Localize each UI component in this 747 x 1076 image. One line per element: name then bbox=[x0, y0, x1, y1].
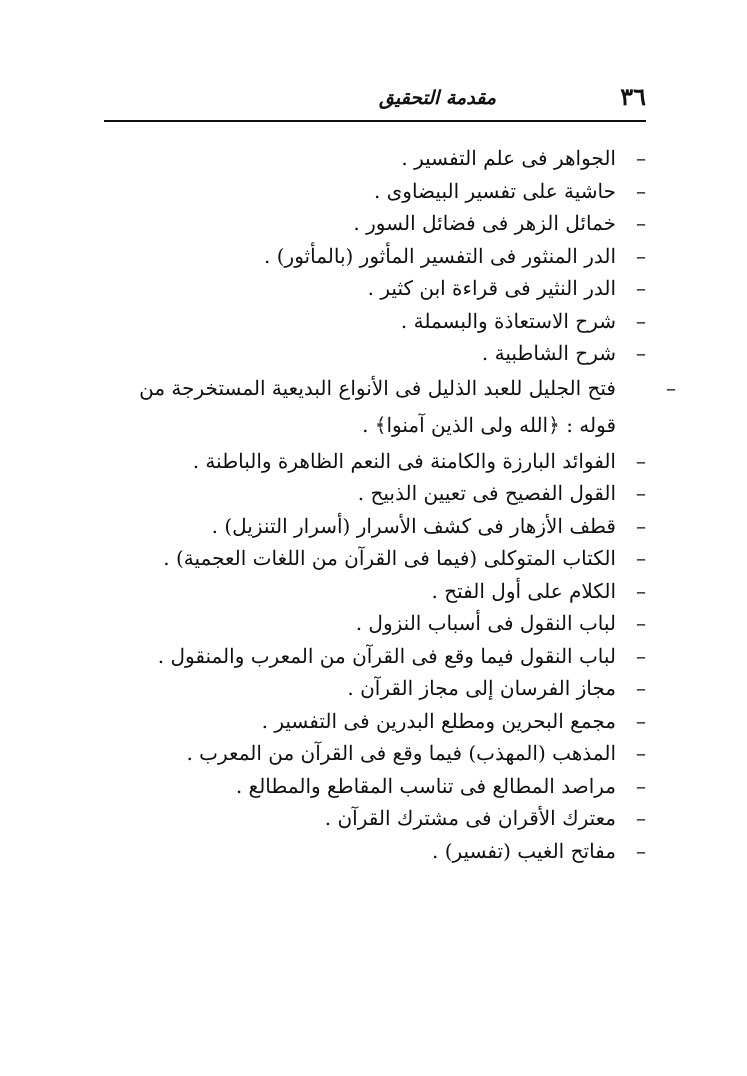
book-title: الجواهر فى علم التفسير . bbox=[401, 146, 616, 170]
book-title: شرح الشاطبية . bbox=[481, 341, 616, 365]
book-title: فتح الجليل للعبد الذليل فى الأنواع البديعية المستخرجة من قوله : ﴿الله ولى الذين آمنوا﴾ . bbox=[139, 375, 616, 437]
list-item bbox=[104, 445, 646, 478]
book-title: الدر النثير فى قراءة ابن كثير . bbox=[367, 276, 616, 300]
list-item bbox=[104, 705, 646, 738]
list-item bbox=[104, 477, 646, 510]
list-item bbox=[104, 802, 646, 835]
book-title: شرح الاستعاذة والبسملة . bbox=[400, 308, 616, 333]
list-dash: – bbox=[636, 773, 646, 798]
list-dash: – bbox=[636, 211, 646, 235]
book-title: معترك الأقران فى مشترك القرآن . bbox=[324, 806, 616, 830]
list-item bbox=[104, 305, 646, 338]
list-item bbox=[104, 272, 646, 305]
list-dash: – bbox=[636, 243, 646, 268]
list-dash: – bbox=[636, 178, 646, 203]
list-dash: – bbox=[636, 448, 646, 473]
book-title: لباب النقول فى أسباب النزول . bbox=[355, 611, 616, 635]
book-title: حاشية على تفسير البيضاوى . bbox=[373, 178, 616, 203]
list-item bbox=[104, 672, 646, 705]
book-title: خمائل الزهر فى فضائل السور . bbox=[353, 211, 616, 235]
list-dash: – bbox=[636, 146, 646, 170]
list-item bbox=[104, 640, 646, 673]
list-item bbox=[104, 607, 646, 640]
book-title: قطف الأزهار فى كشف الأسرار (أسرار التنزيل) . bbox=[211, 513, 616, 538]
page-number: ٣٦ bbox=[620, 82, 646, 111]
running-title: مقدمة التحقيق bbox=[379, 87, 496, 109]
book-list bbox=[104, 142, 676, 867]
list-dash: – bbox=[666, 375, 676, 400]
list-dash: – bbox=[636, 741, 646, 765]
list-dash: – bbox=[636, 341, 646, 365]
list-dash: – bbox=[636, 578, 646, 603]
list-dash: – bbox=[636, 276, 646, 300]
list-dash: – bbox=[636, 708, 646, 733]
list-dash: – bbox=[636, 611, 646, 635]
list-item bbox=[104, 370, 676, 444]
list-dash: – bbox=[636, 676, 646, 700]
list-item bbox=[104, 510, 646, 543]
list-dash: – bbox=[636, 838, 646, 863]
book-title: مجمع البحرين ومطلع البدرين فى التفسير . bbox=[261, 708, 616, 733]
book-title: مجاز الفرسان إلى مجاز القرآن . bbox=[347, 676, 616, 700]
list-item bbox=[104, 142, 646, 175]
list-item bbox=[104, 207, 646, 240]
list-dash: – bbox=[636, 513, 646, 538]
list-item bbox=[104, 542, 646, 575]
header-rule bbox=[104, 120, 646, 122]
book-title: الكلام على أول الفتح . bbox=[431, 578, 616, 603]
list-dash: – bbox=[636, 643, 646, 668]
list-dash: – bbox=[636, 481, 646, 505]
list-item bbox=[104, 337, 646, 370]
book-title: مفاتح الغيب (تفسير) . bbox=[431, 838, 616, 863]
list-item bbox=[104, 737, 646, 770]
list-dash: – bbox=[636, 308, 646, 333]
list-item bbox=[104, 575, 646, 608]
list-item bbox=[104, 770, 646, 803]
list-dash: – bbox=[636, 546, 646, 570]
book-title: لباب النقول فيما وقع فى القرآن من المعرب والمنقول . bbox=[157, 643, 616, 668]
book-title: المذهب (المهذب) فيما وقع فى القرآن من المعرب . bbox=[186, 741, 616, 765]
book-title: القول الفصيح فى تعيين الذبيح . bbox=[357, 481, 616, 505]
list-item bbox=[104, 835, 646, 868]
list-item bbox=[104, 175, 646, 208]
book-title: الكتاب المتوكلى (فيما فى القرآن من اللغات العجمية) . bbox=[163, 546, 616, 570]
book-title: الفوائد البارزة والكامنة فى النعم الظاهرة والباطنة . bbox=[192, 448, 616, 473]
list-dash: – bbox=[636, 806, 646, 830]
page-header bbox=[104, 78, 646, 118]
book-title: الدر المنثور فى التفسير المأثور (بالمأثور) . bbox=[264, 243, 616, 268]
list-item bbox=[104, 240, 646, 273]
book-title: مراصد المطالع فى تناسب المقاطع والمطالع . bbox=[235, 773, 616, 798]
